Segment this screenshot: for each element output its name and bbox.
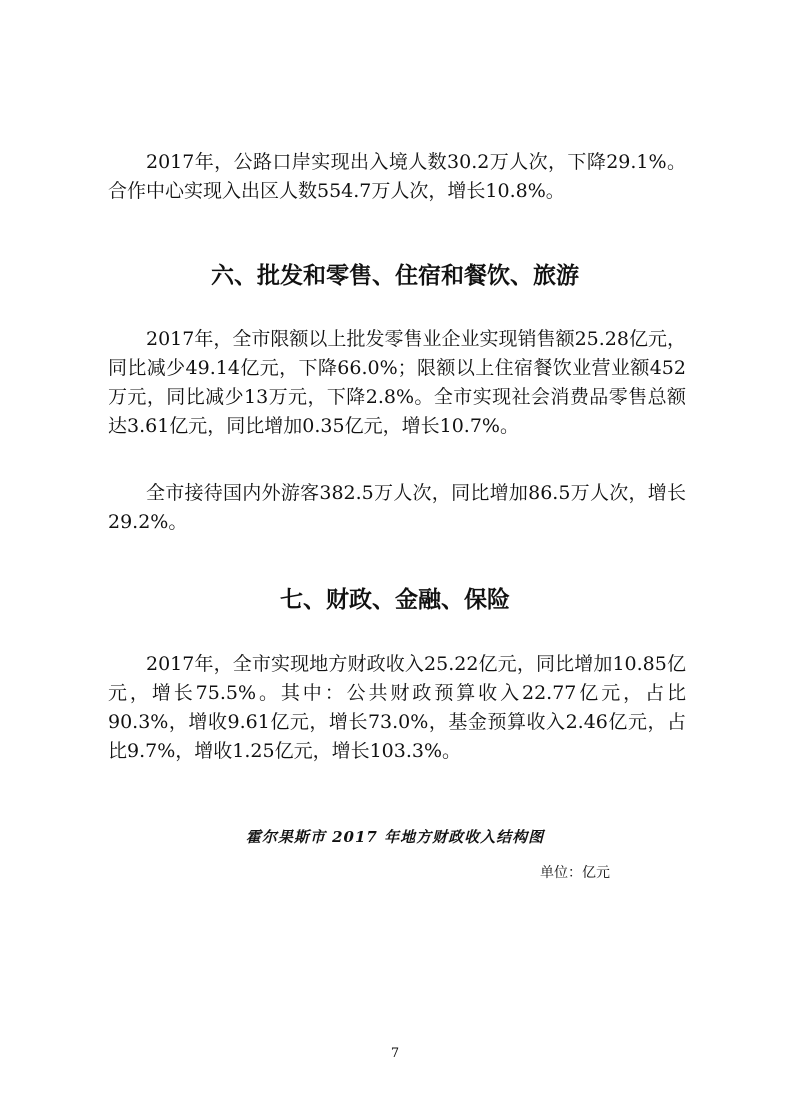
paragraph-fiscal-revenue: 2017年，全市实现地方财政收入25.22亿元，同比增加10.85亿元，增长75.5%。其中：公共财政预算收入22.77亿元，占比90.3%，增收9.61亿元，增长73.0%，基金预算收入2.46亿元，占比9.7%，增收1.25亿元，增长103.3%。 <box>108 653 686 762</box>
section-heading-trade-tourism: 六、批发和零售、住宿和餐饮、旅游 <box>211 263 579 289</box>
page-number: 7 <box>390 1046 400 1061</box>
paragraph-tourism: 全市接待国内外游客382.5万人次，同比增加86.5万人次，增长29.2%。 <box>108 482 686 533</box>
chart-unit-label: 单位：亿元 <box>540 865 610 881</box>
section-heading-finance: 七、财政、金融、保险 <box>280 587 510 613</box>
paragraph-retail-sales: 2017年，全市限额以上批发零售业企业实现销售额25.28亿元，同比减少49.14亿元，下降66.0%；限额以上住宿餐饮业营业额452万元，同比减少13万元，下降2.8%。全市实现社会消费品零售总额达3.61亿元，同比增加0.35亿元，增长10.7%。 <box>108 328 686 437</box>
paragraph-border-crossings: 2017年，公路口岸实现出入境人数30.2万人次，下降29.1%。合作中心实现入出区人数554.7万人次，增长10.8%。 <box>108 151 686 202</box>
chart-title: 霍尔果斯市 2017 年地方财政收入结构图 <box>245 828 545 846</box>
